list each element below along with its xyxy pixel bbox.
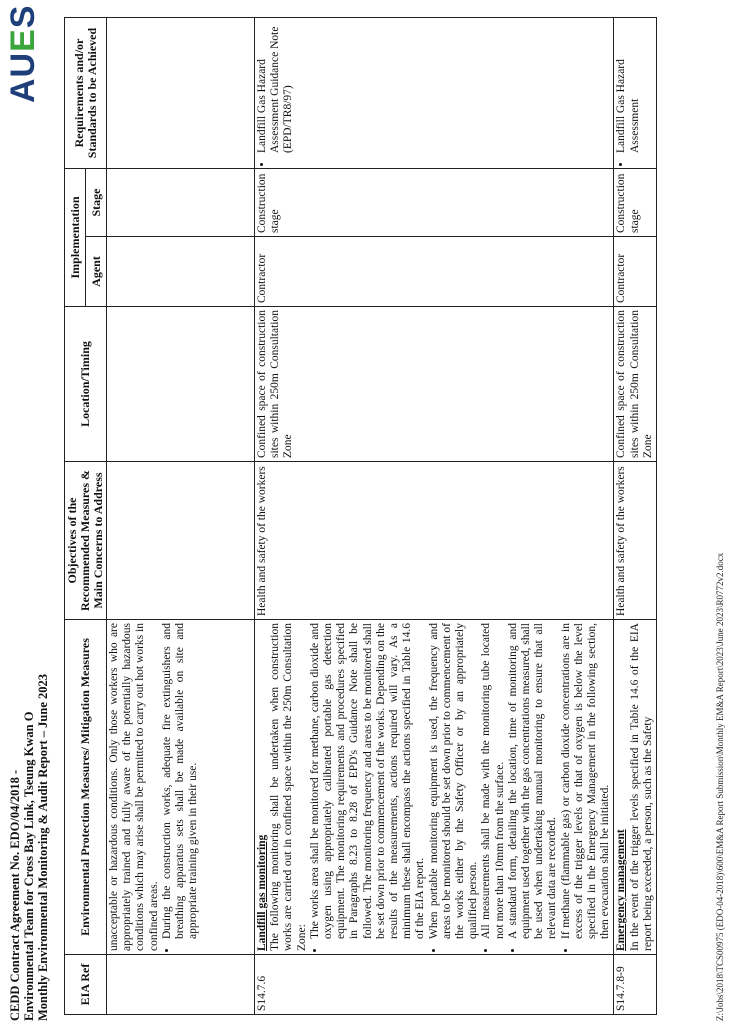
mitigation-measures-table <box>64 17 657 1015</box>
cell-measures <box>107 620 255 955</box>
logo-part-au: AU <box>4 51 42 103</box>
measure-bullet: • During the construction works, adequate fire extinguishers and breathing apparatus sets shall be made available on site and appropriate training given in their use. <box>161 623 201 939</box>
file-path-footer: Z:\Jobs\2018\TCS00975 (EDO-04-2018)\600\EM&A Report Submission\Monthly EM&A Report\2023\June 2023\R0772v2.docx <box>715 552 725 1021</box>
cell-agent: Contractor <box>255 237 614 307</box>
table-row <box>255 18 614 1015</box>
header-line-3: Monthly Environmental Monitoring & Audit Report – June 2023 <box>36 673 50 1021</box>
document-header <box>8 674 50 1021</box>
cell-location <box>107 307 255 462</box>
requirement-bullet: • Landfill Gas Hazard Assessment Guidance Note (EPD/TR8/97) <box>256 21 296 153</box>
measure-bullet: • If methane (flammable gas) or carbon dioxide concentrations are in excess of the trigger levels or that of oxygen is below the level specified in the Emergency Management in the following section, then evacuation shall be initiated. <box>560 623 613 939</box>
col-requirements: Requirements and/or Standards to be Achieved <box>65 18 107 169</box>
cell-ref <box>107 955 255 1015</box>
cell-agent: Contractor <box>614 237 657 307</box>
header-row-1 <box>65 18 86 1015</box>
col-stage: Stage <box>86 169 107 237</box>
measure-bullet: • The works area shall be monitored for methane, carbon dioxide and oxygen using appropriately calibrated portable gas detection equipment. The monitoring requirements and procedures specified in Paragraphs 8.23 to 8.28 of EPD's Guidance Note shall be followed. The monitoring frequency and areas to be monitored shall be set down prior to commencement of the works. Depending on the results of the measurements, actions required will vary. As a minimum these shall encompass the actions specified in Table 14.6 of the EIA report. <box>309 623 428 939</box>
cell-agent <box>107 237 255 307</box>
cell-ref: S14.7.8-9 <box>614 955 657 1015</box>
measure-title: Landfill gas monitoring <box>256 834 268 951</box>
measure-bullet: • A standard form, detailing the location, time of monitoring and equipment used together with the gas concentrations measured, shall be used when undertaking manual monitoring to ensure that all relevant data are recorded. <box>507 623 560 939</box>
col-implementation: Implementation <box>65 169 86 307</box>
cell-stage: Construction stage <box>255 169 614 237</box>
cell-ref: S14.7.6 <box>255 955 614 1015</box>
col-agent: Agent <box>86 237 107 307</box>
col-eia-ref: EIA Ref <box>65 955 107 1015</box>
cell-requirements <box>614 18 657 169</box>
table-row <box>614 18 657 1015</box>
table-row <box>107 18 255 1015</box>
cell-measures <box>255 620 614 955</box>
cell-objectives: Health and safety of the workers <box>255 462 614 620</box>
cell-stage: Construction stage <box>614 169 657 237</box>
logo-part-e: E <box>4 28 42 52</box>
cell-requirements <box>107 18 255 169</box>
requirement-bullet: • Landfill Gas Hazard Assessment <box>615 21 641 153</box>
cell-location: Confined space of construction sites within 250m Consultation Zone <box>255 307 614 462</box>
cell-stage <box>107 169 255 237</box>
header-line-1: CEDD Contract Agreement No. EDO/04/2018 - <box>8 769 22 1021</box>
measure-text: In the event of the trigger levels specified in Table 14.6 of the EIA report being exceeded, a person, such as the Safety <box>628 623 654 951</box>
cell-objectives <box>107 462 255 620</box>
col-location: Location/Timing <box>65 307 107 462</box>
cell-measures <box>614 620 657 955</box>
col-objectives: Objectives of the Recommended Measures & Main Concerns to Address <box>65 462 107 620</box>
cell-location: Confined space of construction sites within 250m Consultation Zone <box>614 307 657 462</box>
cell-objectives: Health and safety of the workers <box>614 462 657 620</box>
measure-text: unacceptable or hazardous conditions. Only those workers who are appropriately trained and fully aware of the potentially hazardous conditions which may arise shall be permitted to carry out hot works in confined areas. <box>108 623 160 951</box>
cell-requirements <box>255 18 614 169</box>
measure-title: Emergency management <box>615 829 628 951</box>
col-measures: Environmental Protection Measures/ Mitigation Measures <box>65 620 107 955</box>
measure-text: The following monitoring shall be undertaken when construction works are carried out in confined space within the 250m Consultation Zone: <box>269 623 308 951</box>
measure-bullet: • When portable monitoring equipment is used, the frequency and areas to be monitored should be set down prior to commencement of the works either by the Safety Officer or by an appropriately qualified person. <box>428 623 481 939</box>
aues-logo <box>3 5 43 103</box>
measure-bullet: • All measurements shall be made with the monitoring tube located not more than 10mm from the surface. <box>480 623 506 939</box>
logo-part-s: S <box>4 4 42 29</box>
header-line-2: Environmental Team for Cross Bay Link, Tseung Kwan O <box>22 711 36 1021</box>
